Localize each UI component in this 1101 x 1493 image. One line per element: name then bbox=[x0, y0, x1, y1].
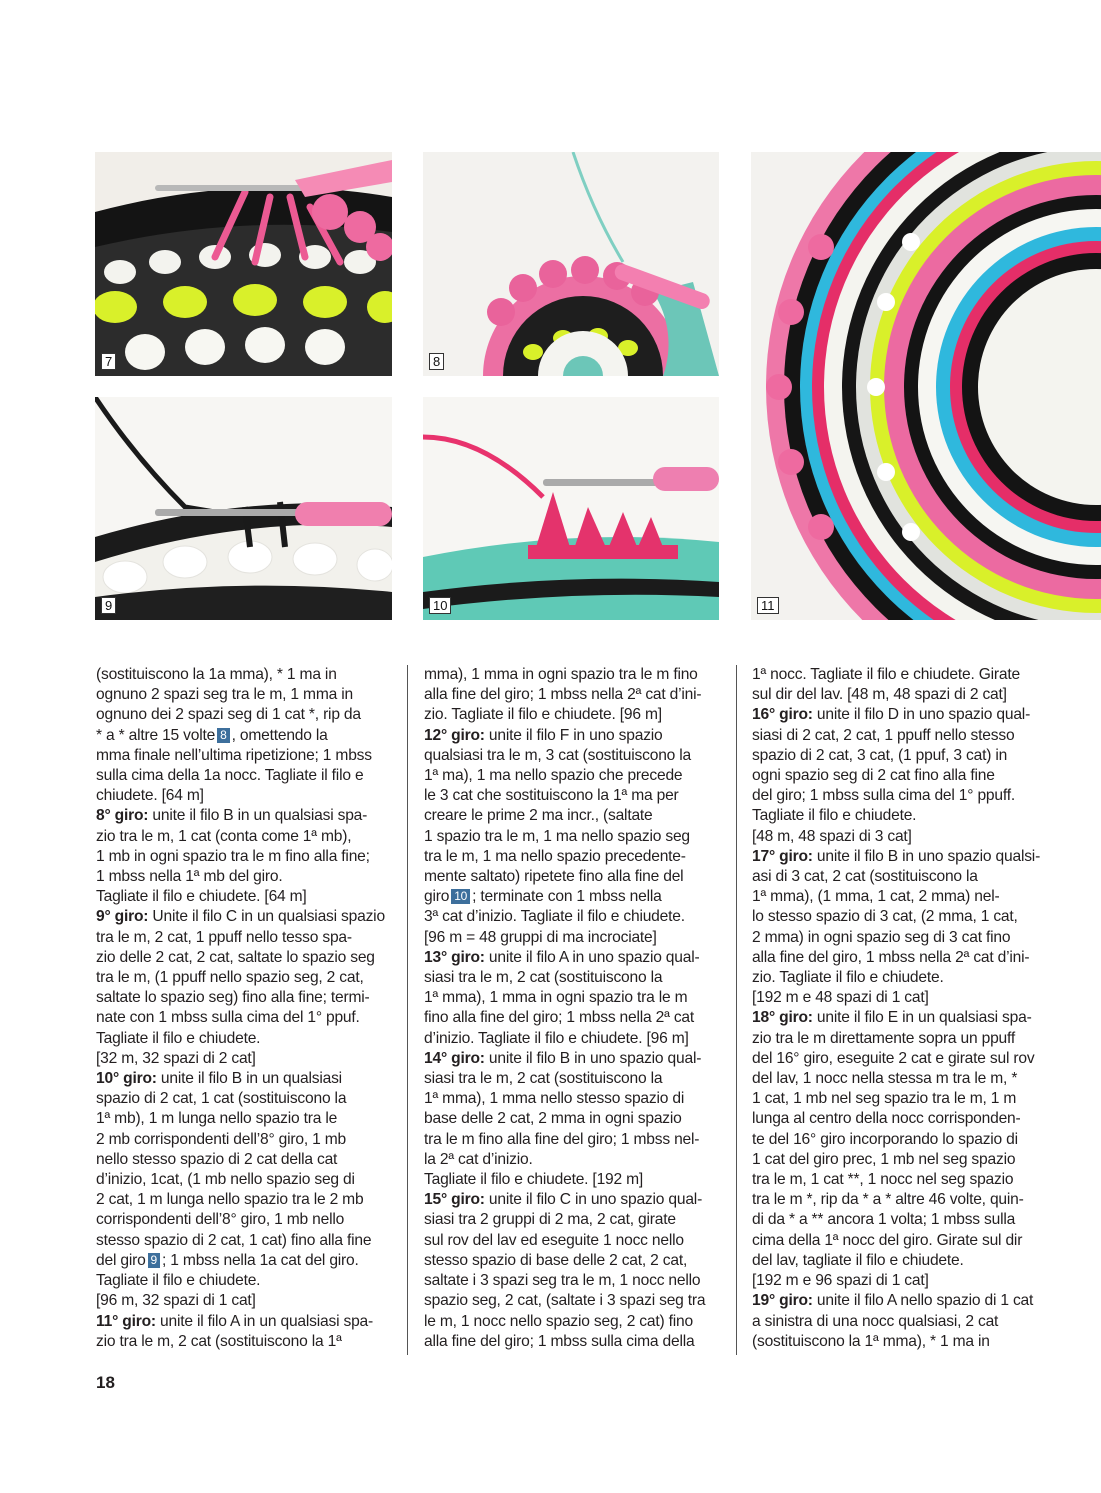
text-line: di da * a ** ancora 1 volta; 1 mbss sulla bbox=[752, 1211, 1016, 1229]
text-line bbox=[96, 1069, 396, 1089]
text-line: tra le m fino alla fine del giro; 1 mbss nel- bbox=[424, 1130, 700, 1148]
text-fragment: unite il filo B in un qualsiasi spa- bbox=[148, 807, 368, 825]
photo-step-8 bbox=[423, 152, 719, 376]
text-fragment: Unite il filo C in un qualsiasi spazio bbox=[148, 908, 385, 926]
round-heading-15: 15° giro: bbox=[424, 1191, 485, 1209]
text-line: [96 m, 32 spazi di 1 cat] bbox=[96, 1292, 256, 1310]
text-fragment: ; 1 mbss nella 1a cat del giro. bbox=[162, 1251, 359, 1269]
text-line: del lav, tagliate il filo e chiudete. bbox=[752, 1251, 964, 1269]
round-heading-14: 14° giro: bbox=[424, 1049, 485, 1067]
photo-step-10 bbox=[423, 397, 719, 620]
text-line: d’inizio. Tagliate il filo e chiudete. [96 m] bbox=[424, 1029, 689, 1047]
text-fragment: * a * altre 15 volte bbox=[96, 726, 216, 744]
text-line: qualsiasi tra le m, 3 cat (sostituiscono la bbox=[424, 746, 692, 764]
text-line: zio tra le m, 1 cat (conta come 1ª mb), bbox=[96, 827, 352, 845]
text-fragment: unite il filo A in uno spazio qual- bbox=[484, 948, 700, 966]
photo-label-7: 7 bbox=[101, 353, 116, 370]
crochet-photo-11 bbox=[751, 152, 1101, 620]
text-line: zio tra le m, 2 cat (sostituiscono la 1ª bbox=[96, 1332, 342, 1350]
text-line: nate con 1 mbss sulla cima del 1° ppuf. bbox=[96, 1009, 360, 1027]
photo-ref-8: 8 bbox=[217, 728, 229, 743]
photo-ref-9: 9 bbox=[148, 1253, 160, 1268]
text-line: Tagliate il filo e chiudete. [64 m] bbox=[96, 888, 307, 906]
text-line: zio tra le m direttamente sopra un ppuff bbox=[752, 1029, 1016, 1047]
text-line bbox=[752, 847, 1052, 867]
text-line: saltate lo spazio seg) fino alla fine; termi- bbox=[96, 989, 370, 1007]
text-line bbox=[424, 1049, 724, 1069]
column-divider bbox=[407, 665, 408, 1355]
text-line: ogni spazio seg di 2 cat fino alla fine bbox=[752, 767, 995, 785]
text-line: (sostituiscono la 1ª mma), * 1 ma in bbox=[752, 1332, 990, 1350]
photo-ref-10: 10 bbox=[451, 889, 470, 904]
text-line: Tagliate il filo e chiudete. bbox=[96, 1029, 261, 1047]
text-line: 1ª mma), 1 mma in ogni spazio tra le m bbox=[424, 989, 688, 1007]
text-line: zio. Tagliate il filo e chiudete. [96 m] bbox=[424, 706, 662, 724]
text-fragment: unite il filo B in un qualsiasi bbox=[156, 1070, 342, 1088]
text-line: spazio di 2 cat, 1 cat (sostituiscono la bbox=[96, 1090, 347, 1108]
text-line: ognuno dei 2 spazi seg di 1 cat *, rip da bbox=[96, 706, 361, 724]
text-line: [48 m, 48 spazi di 3 cat] bbox=[752, 827, 912, 845]
text-fragment: unite il filo B in uno spazio qualsi- bbox=[812, 847, 1041, 865]
round-heading-8: 8° giro: bbox=[96, 807, 149, 825]
text-line: (sostituiscono la 1a mma), * 1 ma in bbox=[96, 666, 337, 683]
photo-label-9: 9 bbox=[101, 597, 116, 614]
text-line: a sinistra di una nocc qualsiasi, 2 cat bbox=[752, 1312, 999, 1330]
text-line: saltate i 3 spazi seg tra le m, 1 nocc nello bbox=[424, 1272, 701, 1290]
text-line bbox=[752, 1291, 1052, 1311]
text-line: 3ª cat d’inizio. Tagliate il filo e chiudete. bbox=[424, 908, 685, 926]
text-line: del giro; 1 mbss sulla cima del 1° ppuff. bbox=[752, 787, 1015, 805]
text-line: Tagliate il filo e chiudete. [192 m] bbox=[424, 1171, 644, 1189]
text-fragment: unite il filo D in uno spazio qual- bbox=[812, 706, 1031, 724]
text-line bbox=[424, 1190, 724, 1210]
text-line: chiudete. [64 m] bbox=[96, 787, 204, 805]
text-line: sulla cima della 1a nocc. Tagliate il filo e bbox=[96, 767, 364, 785]
photo-label-8: 8 bbox=[429, 353, 444, 370]
text-line: spazio seg, 2 cat, (saltate i 3 spazi seg tra bbox=[424, 1292, 706, 1310]
text-fragment: ; terminate con 1 mbss nella bbox=[472, 888, 662, 906]
text-line: tra le m *, rip da * a * altre 46 volte, quin- bbox=[752, 1191, 1024, 1209]
text-line: 1 mb in ogni spazio tra le m fino alla fine; bbox=[96, 847, 370, 865]
text-line: spazio di 2 cat, 3 cat, (1 ppuf, 3 cat) in bbox=[752, 746, 1008, 764]
text-column-3 bbox=[752, 665, 1052, 1352]
round-heading-13: 13° giro: bbox=[424, 948, 485, 966]
text-line: la 2ª cat d’inizio. bbox=[424, 1150, 533, 1168]
text-line: mma finale nell’ultima ripetizione; 1 mbss bbox=[96, 746, 372, 764]
text-line: 2 mma) in ogni spazio seg di 3 cat fino bbox=[752, 928, 1011, 946]
text-line: siasi tra 2 gruppi di 2 ma, 2 cat, girate bbox=[424, 1211, 676, 1229]
text-fragment: unite il filo A nello spazio di 1 cat bbox=[812, 1292, 1034, 1310]
text-line: asi di 3 cat, 2 cat (sostituiscono la bbox=[752, 868, 978, 886]
text-fragment: unite il filo F in uno spazio bbox=[484, 726, 663, 744]
text-line: siasi di 2 cat, 2 cat, 1 ppuff nello stesso bbox=[752, 726, 1015, 744]
text-line: lo stesso spazio di 3 cat, (2 mma, 1 cat, bbox=[752, 908, 1018, 926]
text-line: stesso spazio di base delle 2 cat, 2 cat, bbox=[424, 1251, 688, 1269]
text-line: 1ª mma), (1 mma, 1 cat, 2 mma) nel- bbox=[752, 888, 1000, 906]
text-fragment: , omettendo la bbox=[231, 726, 328, 744]
photo-step-11 bbox=[751, 152, 1101, 620]
round-heading-18: 18° giro: bbox=[752, 1009, 813, 1027]
text-line: del lav, 1 nocc nella stessa m tra le m, * bbox=[752, 1070, 1018, 1088]
text-line: mma), 1 mma in ogni spazio tra le m fino bbox=[424, 666, 698, 683]
text-line: 1 cat, 1 mb nel seg spazio tra le m, 1 m bbox=[752, 1090, 1017, 1108]
crochet-photo-8 bbox=[423, 152, 719, 376]
text-line bbox=[752, 705, 1052, 725]
text-line: del 16° giro, eseguite 2 cat e girate sul rov bbox=[752, 1049, 1035, 1067]
page-number: 18 bbox=[96, 1373, 115, 1392]
text-line: base delle 2 cat, 2 mma in ogni spazio bbox=[424, 1110, 682, 1128]
text-line bbox=[424, 726, 724, 746]
text-line: le 3 cat che sostituiscono la 1ª ma per bbox=[424, 787, 679, 805]
text-line: 1 mbss nella 1ª mb del giro. bbox=[96, 868, 283, 886]
text-line bbox=[424, 887, 724, 907]
text-fragment: unite il filo B in uno spazio qual- bbox=[484, 1049, 702, 1067]
text-line: stesso spazio di 2 cat, 1 cat) fino alla fine bbox=[96, 1231, 372, 1249]
text-line: Tagliate il filo e chiudete. bbox=[752, 807, 917, 825]
round-heading-17: 17° giro: bbox=[752, 847, 813, 865]
text-line: tra le m, (1 ppuff nello spazio seg, 2 cat, bbox=[96, 969, 364, 987]
round-heading-9: 9° giro: bbox=[96, 908, 149, 926]
text-line: lunga al centro della nocc corrisponden- bbox=[752, 1110, 1021, 1128]
text-line: alla fine del giro; 1 mbss sulla cima della bbox=[424, 1332, 695, 1350]
column-divider bbox=[736, 665, 737, 1355]
text-line: 1ª nocc. Tagliate il filo e chiudete. Girate bbox=[752, 666, 1020, 683]
text-line: sul rov del lav ed eseguite 1 nocc nello bbox=[424, 1231, 684, 1249]
photo-label-10: 10 bbox=[429, 597, 451, 614]
text-line: Tagliate il filo e chiudete. bbox=[96, 1272, 261, 1290]
text-line: 1ª mb), 1 m lunga nello spazio tra le bbox=[96, 1110, 338, 1128]
round-heading-12: 12° giro: bbox=[424, 726, 485, 744]
crochet-photo-10 bbox=[423, 397, 719, 620]
crochet-photo-9 bbox=[95, 397, 392, 620]
round-heading-16: 16° giro: bbox=[752, 706, 813, 724]
text-line: tra le m, 1 ma nello spazio precedente- bbox=[424, 847, 686, 865]
text-line: siasi tra le m, 2 cat (sostituiscono la bbox=[424, 1070, 663, 1088]
text-line: ognuno 2 spazi seg tra le m, 1 mma in bbox=[96, 686, 353, 704]
text-line: 1ª ma), 1 ma nello spazio che precede bbox=[424, 767, 683, 785]
text-line: te del 16° giro incorporando lo spazio di bbox=[752, 1130, 1018, 1148]
text-line bbox=[96, 1312, 396, 1332]
text-line: 2 mb corrispondenti dell’8° giro, 1 mb bbox=[96, 1130, 346, 1148]
text-line: zio. Tagliate il filo e chiudete. bbox=[752, 969, 944, 987]
text-line: corrispondenti dell’8° giro, 1 mb nello bbox=[96, 1211, 345, 1229]
crochet-photo-7 bbox=[95, 152, 392, 376]
text-fragment: del giro bbox=[96, 1251, 146, 1269]
photo-step-7 bbox=[95, 152, 392, 376]
photo-label-11: 11 bbox=[757, 597, 779, 614]
text-line: cima della 1ª nocc del giro. Girate sul dir bbox=[752, 1231, 1023, 1249]
photo-step-9 bbox=[95, 397, 392, 620]
text-line: alla fine del giro, 1 mbss nella 2ª cat d’ini- bbox=[752, 948, 1030, 966]
text-fragment: giro bbox=[424, 888, 450, 906]
text-line: alla fine del giro; 1 mbss nella 2ª cat d’ini- bbox=[424, 686, 702, 704]
text-line: fino alla fine del giro; 1 mbss nella 2ª cat bbox=[424, 1009, 695, 1027]
text-line bbox=[96, 907, 396, 927]
text-line: zio delle 2 cat, 2 cat, saltate lo spazio seg bbox=[96, 948, 375, 966]
text-line: 1 cat del giro prec, 1 mb nel seg spazio bbox=[752, 1150, 1016, 1168]
text-line: creare le prime 2 ma incr., (saltate bbox=[424, 807, 653, 825]
text-line: [96 m = 48 gruppi di ma incrociate] bbox=[424, 928, 657, 946]
text-line bbox=[96, 1251, 396, 1271]
text-line: 1 spazio tra le m, 1 ma nello spazio seg bbox=[424, 827, 690, 845]
text-line: 2 cat, 1 m lunga nello spazio tra le 2 mb bbox=[96, 1191, 364, 1209]
round-heading-10: 10° giro: bbox=[96, 1070, 157, 1088]
text-line: sul dir del lav. [48 m, 48 spazi di 2 cat] bbox=[752, 686, 1007, 704]
text-line: nello stesso spazio di 2 cat della cat bbox=[96, 1150, 338, 1168]
text-line: tra le m, 2 cat, 1 ppuff nello tesso spa- bbox=[96, 928, 352, 946]
text-fragment: unite il filo C in uno spazio qual- bbox=[484, 1191, 703, 1209]
text-line bbox=[96, 806, 396, 826]
text-line: [192 m e 48 spazi di 1 cat] bbox=[752, 989, 929, 1007]
text-line: le m, 1 nocc nello spazio seg, 2 cat) fino bbox=[424, 1312, 693, 1330]
text-line: mente saltato) ripetete fino alla fine del bbox=[424, 868, 684, 886]
text-line bbox=[424, 948, 724, 968]
text-line: [192 m e 96 spazi di 1 cat] bbox=[752, 1272, 929, 1290]
text-line: d’inizio, 1cat, (1 mb nello spazio seg di bbox=[96, 1171, 355, 1189]
text-line: [32 m, 32 spazi di 2 cat] bbox=[96, 1049, 256, 1067]
text-line bbox=[752, 1008, 1052, 1028]
text-line: siasi tra le m, 2 cat (sostituiscono la bbox=[424, 969, 663, 987]
text-line bbox=[96, 726, 396, 746]
text-column-1 bbox=[96, 665, 396, 1352]
text-line: tra le m, 1 cat **, 1 nocc nel seg spazio bbox=[752, 1171, 1014, 1189]
round-heading-11: 11° giro: bbox=[96, 1312, 156, 1330]
text-line: 1ª mma), 1 mma nello stesso spazio di bbox=[424, 1090, 685, 1108]
text-fragment: unite il filo E in un qualsiasi spa- bbox=[812, 1009, 1032, 1027]
text-fragment: unite il filo A in un qualsiasi spa- bbox=[155, 1312, 374, 1330]
text-column-2 bbox=[424, 665, 724, 1352]
round-heading-19: 19° giro: bbox=[752, 1292, 813, 1310]
